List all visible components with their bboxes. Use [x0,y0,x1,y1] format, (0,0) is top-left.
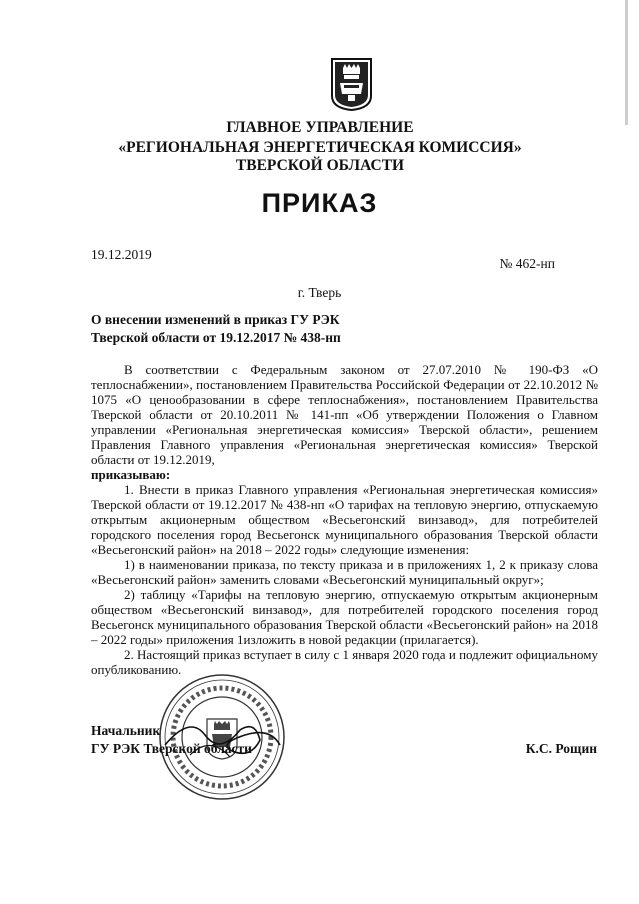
orders-word: приказываю: [91,467,171,482]
item-1-paragraph: 1. Внести в приказ Главного управления «Региональная энергетическая комиссия» Тверской области от 19.12.2017 № 438-нп «О тарифах на тепловую энергию, отпускаемую открытым акционерным обществом «Весьегонский винзавод», для потребителей городского поселения город Весьегонск муниципального образования Тверской области «Весьегонский район» на 2018 – 2022 годы» следующие изменения: [91,482,598,557]
tver-coat-of-arms-icon [331,58,372,111]
item-1-1-paragraph: 1) в наименовании приказа, по тексту приказа и в приложениях 1, 2 к приказу слова «Весьегонский район» заменить словами «Весьегонский муниципальный округ»; [91,557,598,587]
document-title: ПРИКАЗ [261,188,378,218]
org-name-line1: ГЛАВНОЕ УПРАВЛЕНИЕ [226,119,414,136]
preamble-paragraph: В соответствии с Федеральным законом от 27.07.2010 № 190-ФЗ «О теплоснабжении», постановлением Правительства Российской Федерации от 22.10.2012 № 1075 «О ценообразовании в сфере теплоснабжения», постановлением Правительства Тверской области от 20.10.2011 № 141-пп «Об утверждении Положения о Главном управлении «Региональная энергетическая комиссия» Тверской области», решением Правления Главного управления «Региональная энергетическая комиссия» Тверской области от 19.12.2019, [91,362,598,467]
org-name-line2: «РЕГИОНАЛЬНАЯ ЭНЕРГЕТИЧЕСКАЯ КОМИССИЯ» [118,139,522,156]
document-number: № 462-нп [499,256,555,271]
signatory-position-line1: Начальник [91,723,161,738]
document-subject [91,311,341,347]
subject-line2: Тверской области от 19.12.2017 № 438-нп [91,330,341,345]
document-body [91,362,598,677]
item-1-2-paragraph: 2) таблицу «Тарифы на тепловую энергию, отпускаемую открытым акционерным обществом «Весьегонский винзавод», для потребителей городского поселения город Весьегонск муниципального образования Тверской области «Весьегонский район» на 2018 – 2022 годы» приложения 1изложить в новой редакции (прилагается). [91,587,598,647]
signatory-position-line2: ГУ РЭК Тверской области [91,741,252,756]
document-city: г. Тверь [297,285,342,300]
document-date: 19.12.2019 [91,247,152,262]
signatory-position [91,722,252,758]
signatory-name: К.С. Рощин [525,741,597,756]
org-name-line3: ТВЕРСКОЙ ОБЛАСТИ [235,157,405,174]
item-2-paragraph: 2. Настоящий приказ вступает в силу с 1 января 2020 года и подлежит официальному опубликованию. [91,647,598,677]
scan-edge-line [625,0,628,125]
subject-line1: О внесении изменений в приказ ГУ РЭК [91,312,340,327]
